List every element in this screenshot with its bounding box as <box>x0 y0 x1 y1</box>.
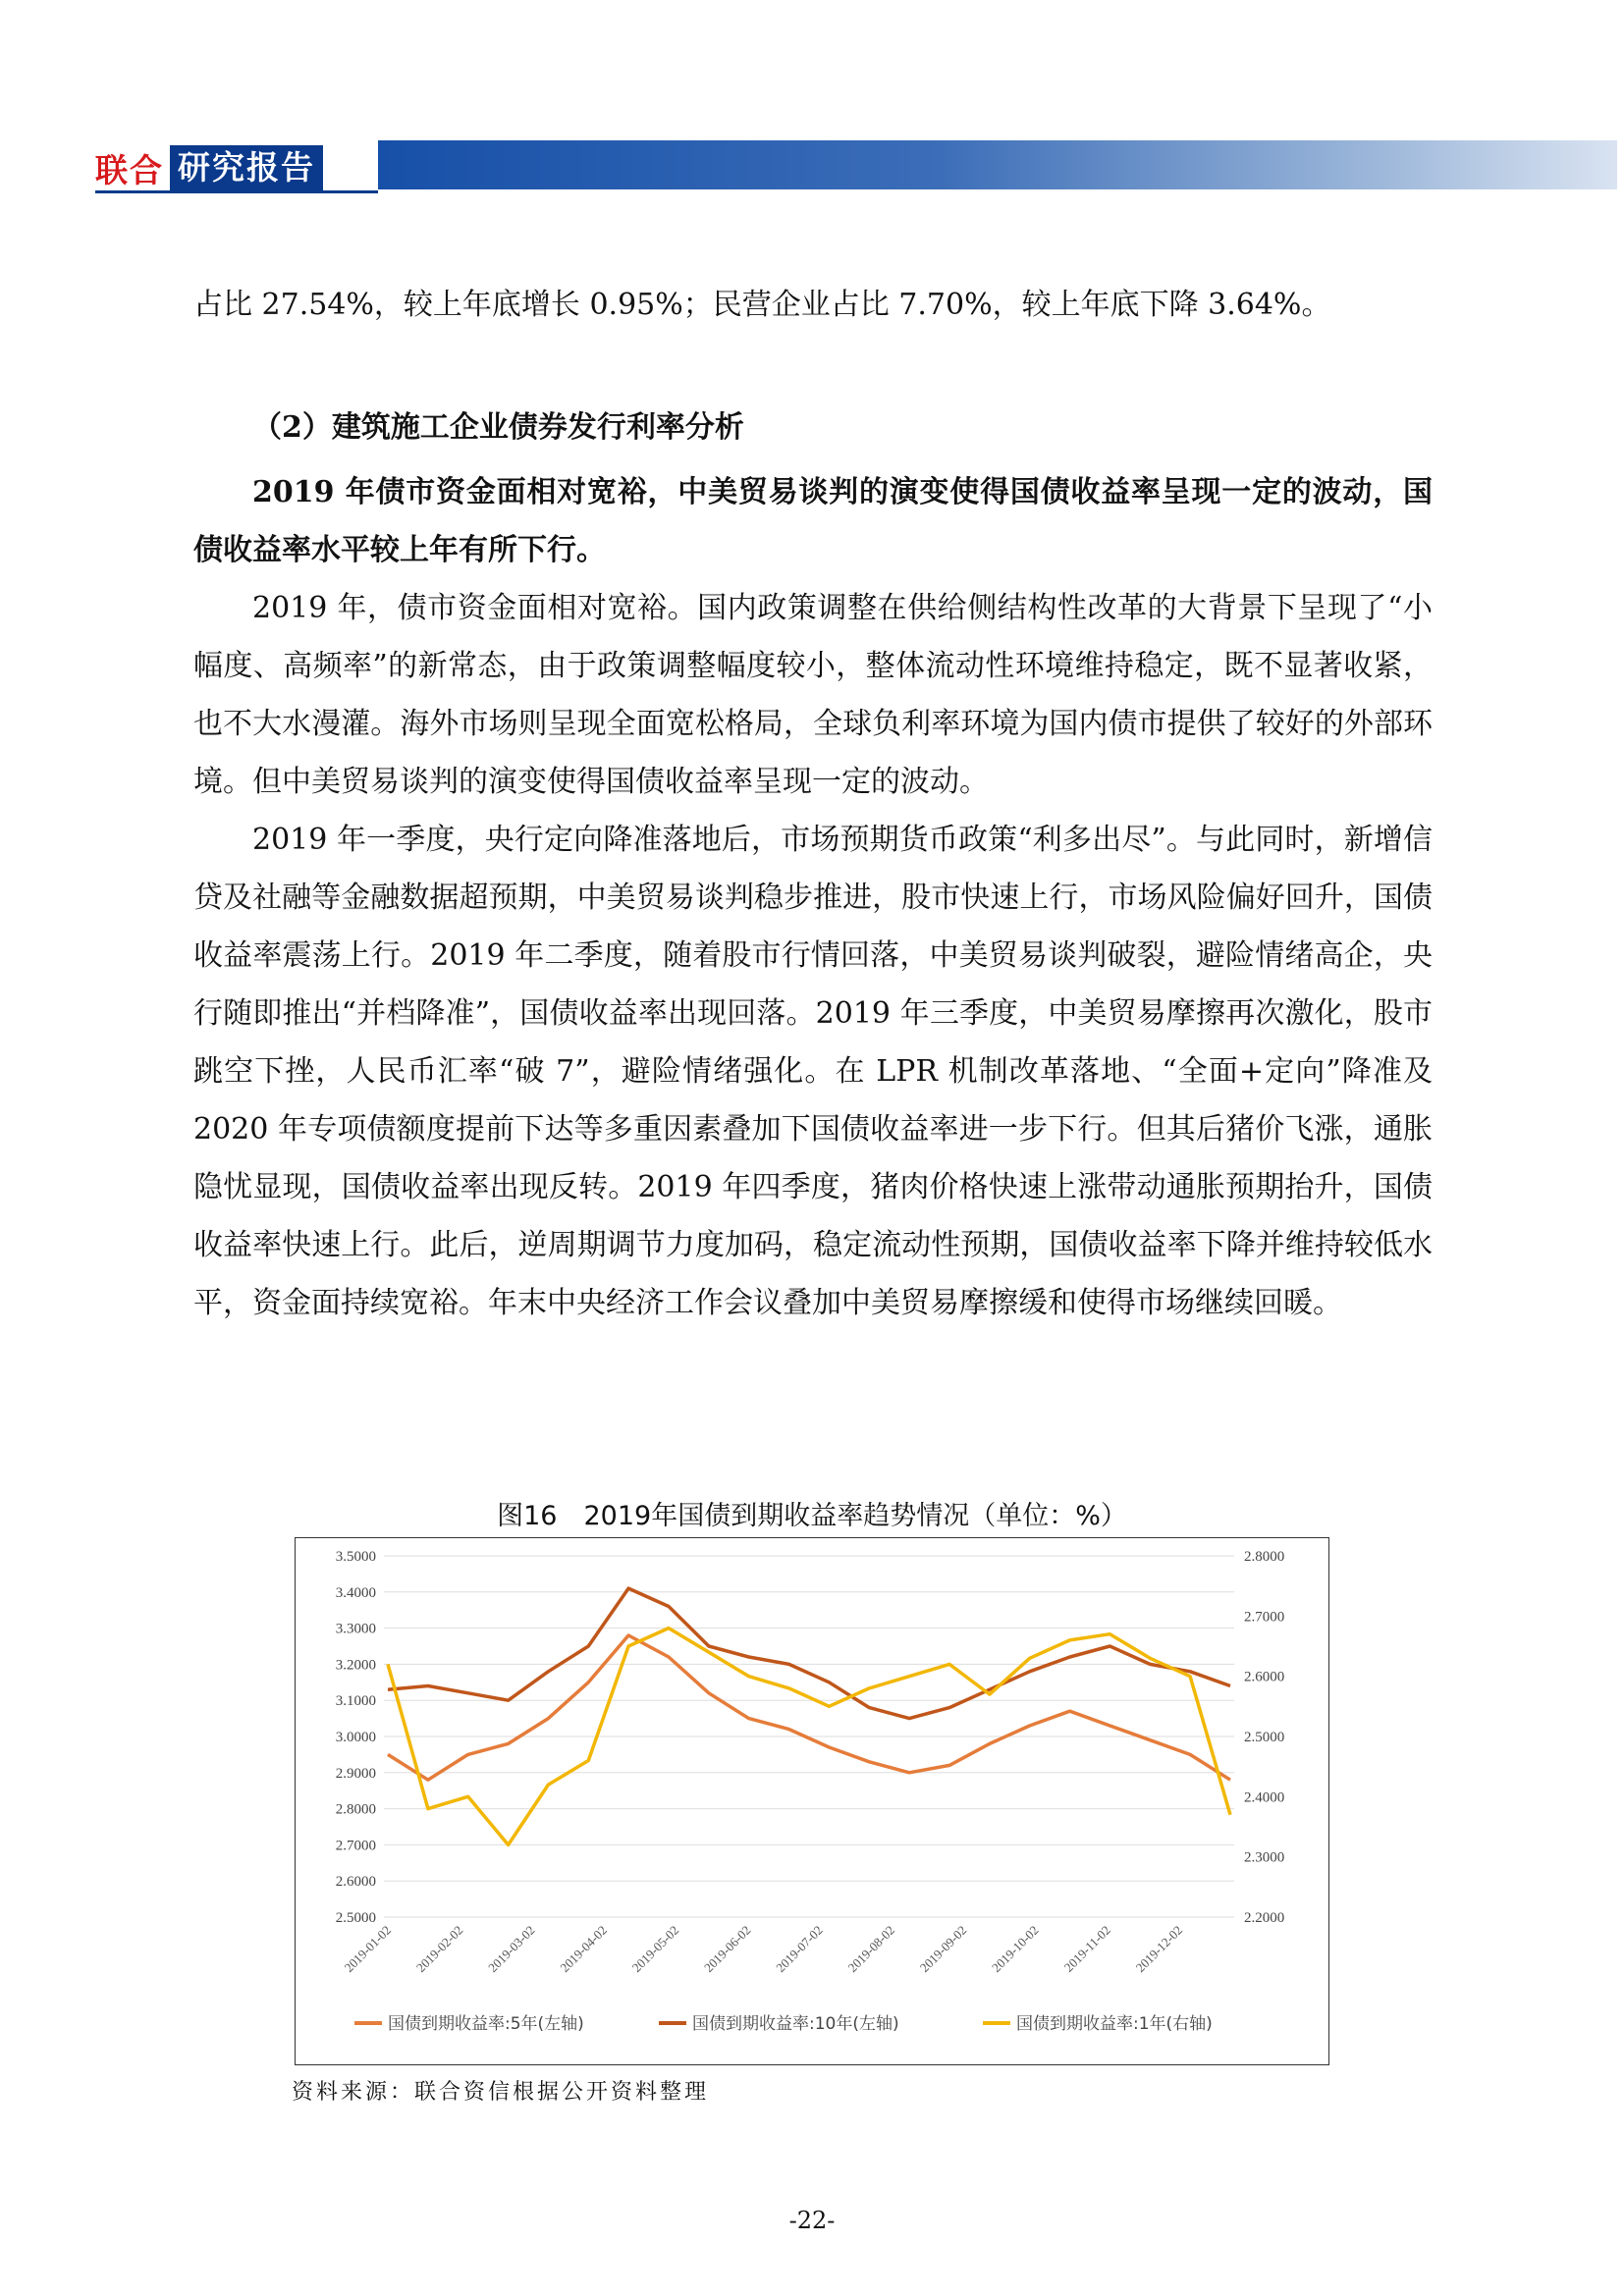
figure-source: 资料来源：联合资信根据公开资料整理 <box>292 2080 710 2105</box>
yield-chart-svg <box>296 1538 1330 2066</box>
y-right-tick-label: 2.3000 <box>1244 1849 1285 1866</box>
y-left-tick-label: 2.9000 <box>335 1765 376 1782</box>
x-tick-label: 2019-01-02 <box>341 1922 395 1976</box>
x-tick-label: 2019-09-02 <box>916 1922 970 1976</box>
x-tick-label: 2019-07-02 <box>773 1922 826 1976</box>
y-left-tick-label: 3.5000 <box>335 1549 376 1565</box>
x-tick-label: 2019-05-02 <box>628 1922 682 1976</box>
yield-chart <box>295 1537 1329 2065</box>
paragraph-2: 2019 年一季度，央行定向降准落地后，市场预期货币政策“利多出尽”。与此同时，新增信贷及社融等金融数据超预期，中美贸易谈判稳步推进，股市快速上行，市场风险偏好回升，国债收益率震荡上行。2019 年二季度，随着股市行情回落，中美贸易谈判破裂，避险情绪高企，央行随即推出“并档降准”，国债收益率出现回落。2019 年三季度，中美贸易摩擦再次激化，股市跳空下挫，人民币汇率“破 7”，避险情绪强化。在 LPR 机制改革落地、“全面+定向”降准及 2020 年专项债额度提前下达等多重因素叠加下国债收益率进一步下行。但其后猪价飞涨，通胀隐忧显现，国债收益率出现反转。2019 年四季度，猪肉价格快速上涨带动通胀预期抬升，国债收益率快速上行。此后，逆周期调节力度加码，稳定流动性预期，国债收益率下降并维持较低水平，资金面持续宽裕。年末中央经济工作会议叠加中美贸易摩擦缓和使得市场继续回暖。 <box>193 823 1433 1320</box>
brand-lianhe: 联合 <box>95 150 164 189</box>
x-tick-label: 2019-11-02 <box>1060 1922 1113 1975</box>
paragraph-continued: 占比 27.54%，较上年底增长 0.95%；民营企业占比 7.70%，较上年底下降 3.64%。 <box>193 288 1331 322</box>
series-line-1 <box>388 1635 1230 1780</box>
report-brand <box>95 145 323 190</box>
y-right-tick-label: 2.6000 <box>1244 1669 1285 1685</box>
y-left-tick-label: 2.8000 <box>335 1801 376 1818</box>
x-tick-label: 2019-03-02 <box>485 1922 538 1976</box>
y-left-tick-label: 3.1000 <box>335 1693 376 1710</box>
legend-label-1: 国债到期收益率:5年(左轴) <box>388 2014 584 2034</box>
header-underline <box>95 190 378 193</box>
paragraph-1: 2019 年，债市资金面相对宽裕。国内政策调整在供给侧结构性改革的大背景下呈现了“小幅度、高频率”的新常态，由于政策调整幅度较小，整体流动性环境维持稳定，既不显著收紧，也不大水漫灌。海外市场则呈现全面宽松格局，全球负利率环境为国内债市提供了较好的外部环境。但中美贸易谈判的演变使得国债收益率呈现一定的波动。 <box>193 591 1433 799</box>
y-left-tick-label: 3.2000 <box>335 1657 376 1674</box>
legend-label-2: 国债到期收益率:10年(左轴) <box>692 2014 899 2034</box>
y-right-tick-label: 2.8000 <box>1244 1549 1285 1565</box>
y-left-tick-label: 2.5000 <box>335 1910 376 1926</box>
y-left-tick-label: 2.7000 <box>335 1838 376 1854</box>
x-tick-label: 2019-12-02 <box>1132 1922 1186 1976</box>
brand-research-report: 研究报告 <box>170 145 323 190</box>
y-right-tick-label: 2.5000 <box>1244 1730 1285 1745</box>
section-title: （2）建筑施工企业债券发行利率分析 <box>252 410 744 445</box>
y-left-tick-label: 2.6000 <box>335 1874 376 1891</box>
x-tick-label: 2019-04-02 <box>557 1922 610 1976</box>
main-text-block <box>193 463 1433 1332</box>
page-number: -22- <box>788 2207 836 2234</box>
header-gradient-bar <box>378 140 1617 189</box>
y-left-tick-label: 3.3000 <box>335 1621 376 1637</box>
x-tick-label: 2019-10-02 <box>989 1922 1042 1976</box>
y-right-tick-label: 2.2000 <box>1244 1910 1285 1926</box>
y-right-tick-label: 2.7000 <box>1244 1609 1285 1626</box>
y-right-tick-label: 2.4000 <box>1244 1789 1285 1806</box>
x-tick-label: 2019-02-02 <box>412 1922 466 1976</box>
bold-summary-paragraph: 2019 年债市资金面相对宽裕，中美贸易谈判的演变使得国债收益率呈现一定的波动，国债收益率水平较上年有所下行。 <box>193 475 1433 567</box>
y-left-tick-label: 3.0000 <box>335 1730 376 1745</box>
x-tick-label: 2019-06-02 <box>700 1922 754 1976</box>
text-line-continued <box>193 276 1433 334</box>
y-left-tick-label: 3.4000 <box>335 1584 376 1601</box>
x-tick-label: 2019-08-02 <box>844 1922 898 1976</box>
legend-label-3: 国债到期收益率:1年(右轴) <box>1016 2014 1213 2034</box>
figure-caption: 图16 2019年国债到期收益率趋势情况（单位：%） <box>497 1501 1127 1531</box>
